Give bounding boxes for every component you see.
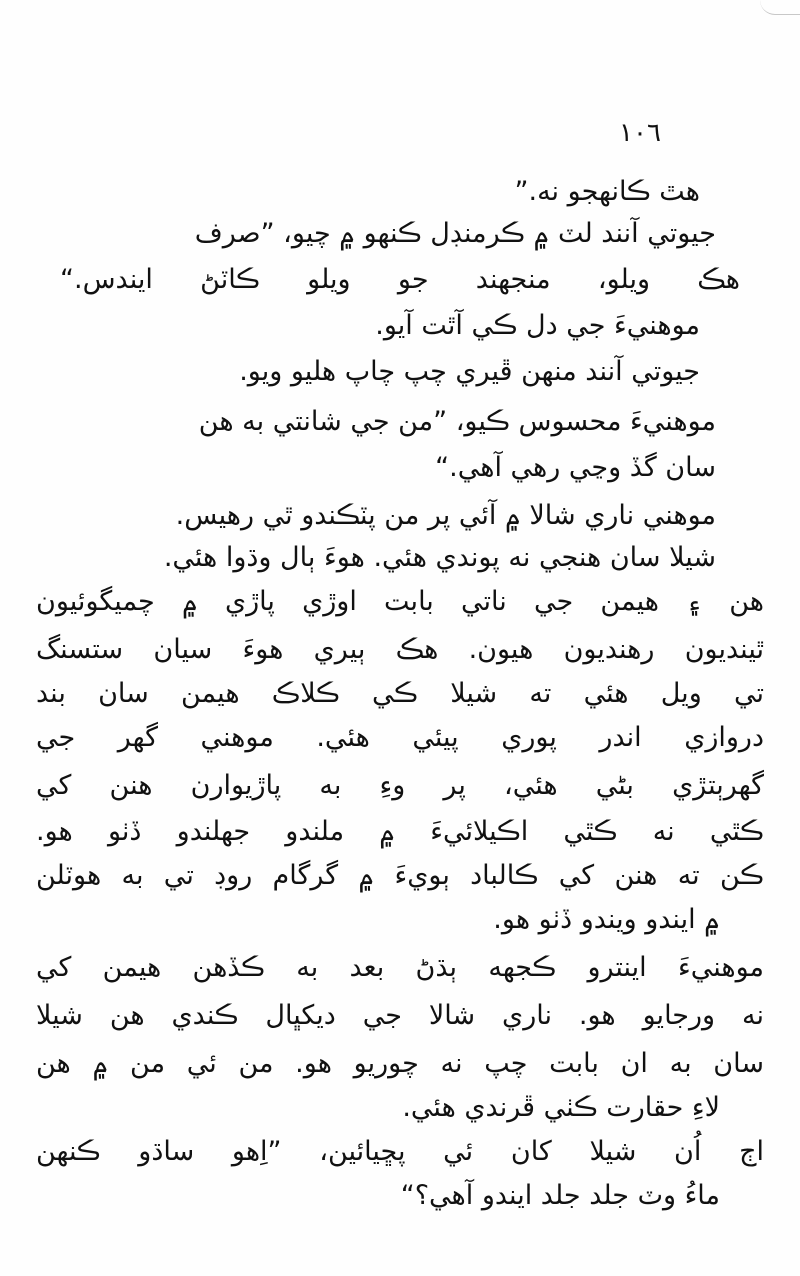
text-line-14: گهرٻتڙي بڻي هئي، پر وءِ به پاڙيوارن هنن کي	[36, 770, 764, 801]
text-line-19: نه ورجايو هو. ناري شالا جي ديکڀال ڪندي هن شيلا	[36, 1000, 764, 1031]
text-line-1: هٿ ڪانهجو نه.”	[514, 176, 700, 207]
text-line-4: موهنيءَ جي دل ڪي آٿت آيو.	[375, 310, 700, 341]
text-line-20: سان به ان بابت چپ نه چوريو هو. من ئي من ۾ هن	[36, 1048, 764, 1079]
text-line-11: ٿينديون رهنديون هيون. هڪ ٻيري هوءَ سيان ستسنگ	[36, 634, 764, 665]
text-line-18: موهنيءَ اينترو ڪجهه ٻڌڻ بعد به ڪڏهن هيمن کي	[36, 952, 764, 983]
text-line-12: تي ويل هئي ته شيلا ڪي ڪلاڪ هيمن سان بند	[36, 678, 764, 709]
text-line-17: ۾ ايندو ويندو ڏٺو هو.	[493, 904, 720, 935]
text-line-13: دروازي اندر پوري پيئي هئي. موهني گهر جي	[36, 722, 764, 753]
page-number: ١٠٦	[619, 118, 661, 148]
text-line-2: جيوتي آنند لٽ ۾ ڪرمنڊل ڪنهو ۾ چيو، ”صرف	[194, 218, 716, 249]
text-line-8: موهني ناري شالا ۾ آئي پر من پٽڪندو ٿي رهيس.	[175, 500, 716, 531]
text-line-23: ماءُ وٽ جلد جلد ايندو آهي؟“	[400, 1180, 720, 1211]
text-line-21: لاءِ حقارت ڪٺي ڦرندي هئي.	[402, 1092, 720, 1123]
text-line-16: ڪن ته هنن کي ڪالباد ٻويءَ ۾ گرگام روڊ تي به هوٽلن	[36, 860, 764, 891]
text-line-7: سان گڏ وڃي رهي آهي.“	[435, 452, 716, 483]
text-line-15: ڪٿي نه ڪٿي اڪيلائيءَ ۾ ملندو جهلندو ڏٺو هو.	[36, 816, 764, 847]
text-line-10: هن ۽ هيمن جي ناتي بابت اوڙي پاڙي ۾ چميگوئيون	[36, 586, 764, 617]
text-line-9: شيلا سان هنجي نه پوندي هئي. هوءَ ٻال وڌوا هئي.	[163, 542, 716, 573]
text-line-6: موهنيءَ محسوس ڪيو، ”من جي شانتي به هن	[198, 406, 716, 437]
text-line-22: اڄ اُن شيلا کان ئي پڇيائين، ”اِهو ساڌو ڪنهن	[36, 1136, 764, 1167]
page-corner-curl	[760, 0, 800, 15]
text-line-5: جيوتي آنند منهن ڦيري چپ چاپ هليو ويو.	[239, 356, 700, 387]
text-line-3: هڪ ويلو، منجهند جو ويلو ڪاٽڻ ايندس.“	[60, 264, 740, 295]
